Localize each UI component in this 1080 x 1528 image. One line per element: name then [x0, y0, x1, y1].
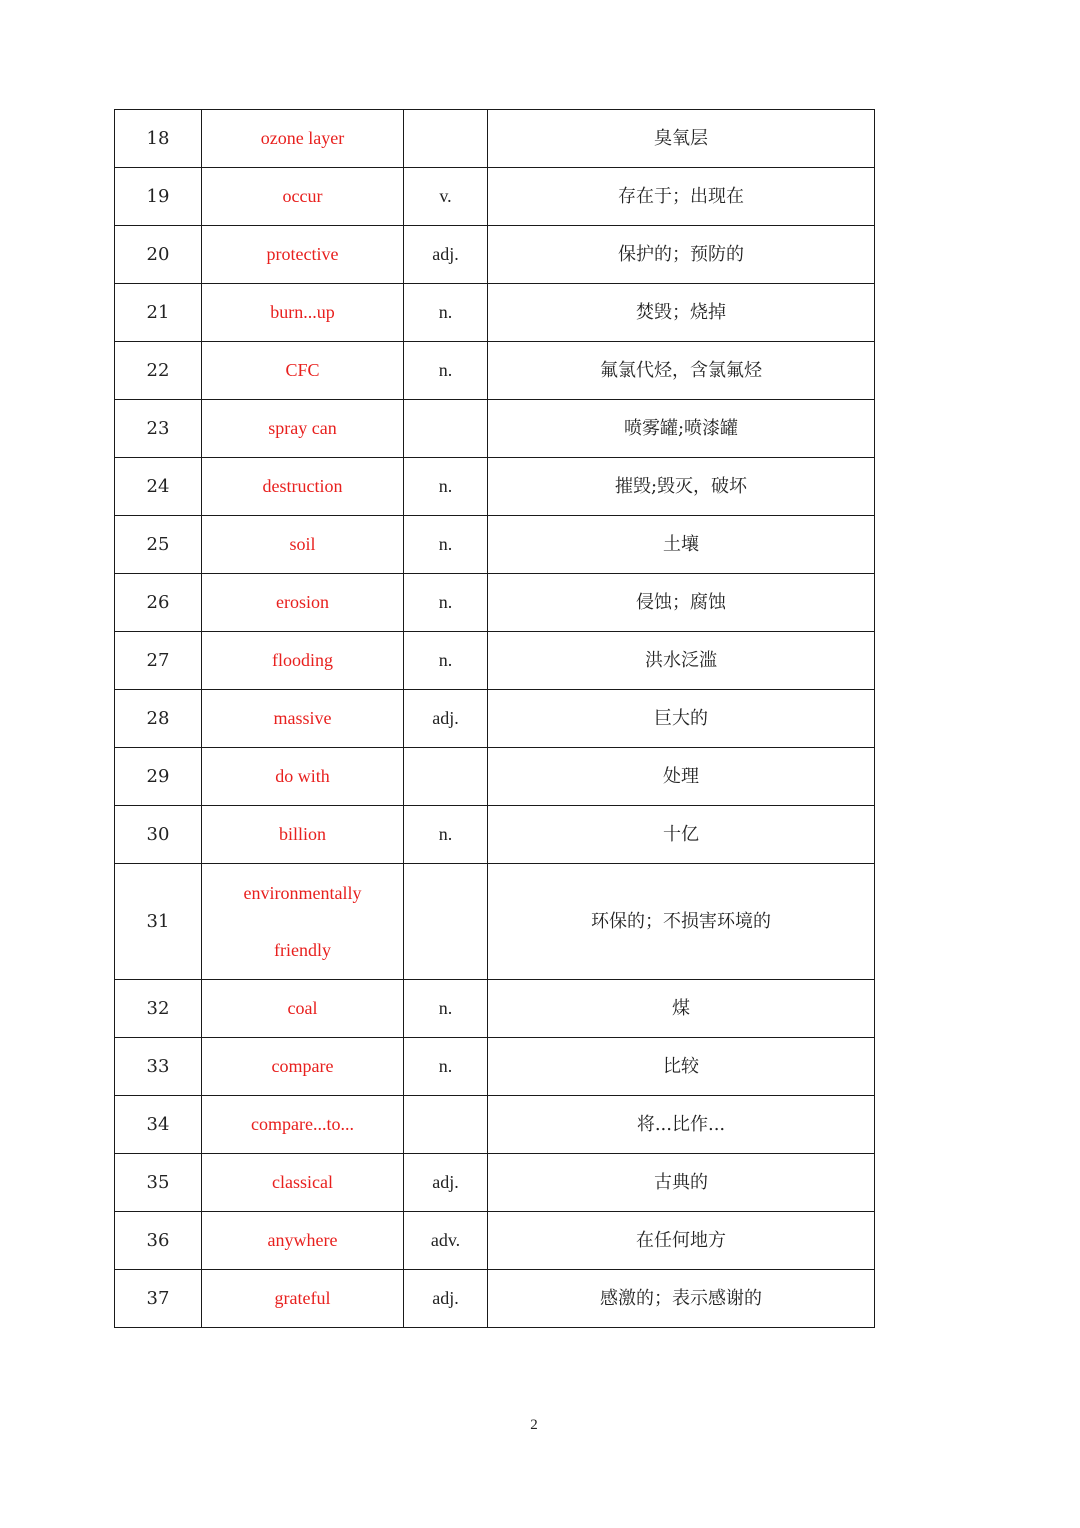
entry-part-of-speech — [404, 1096, 488, 1154]
table-row — [115, 226, 875, 284]
entry-meaning: 巨大的 — [488, 690, 875, 748]
entry-word: coal — [202, 980, 404, 1038]
table-row — [115, 980, 875, 1038]
entry-word: destruction — [202, 458, 404, 516]
entry-number: 23 — [115, 400, 202, 458]
table-row — [115, 1096, 875, 1154]
entry-meaning: 古典的 — [488, 1154, 875, 1212]
entry-meaning: 臭氧层 — [488, 110, 875, 168]
table-row — [115, 1038, 875, 1096]
entry-word: do with — [202, 748, 404, 806]
table-row — [115, 574, 875, 632]
entry-number: 33 — [115, 1038, 202, 1096]
entry-number: 37 — [115, 1270, 202, 1328]
entry-number: 19 — [115, 168, 202, 226]
entry-number: 24 — [115, 458, 202, 516]
table-row — [115, 400, 875, 458]
entry-meaning: 洪水泛滥 — [488, 632, 875, 690]
entry-part-of-speech — [404, 864, 488, 980]
entry-word: grateful — [202, 1270, 404, 1328]
entry-word: soil — [202, 516, 404, 574]
entry-word: CFC — [202, 342, 404, 400]
entry-word: erosion — [202, 574, 404, 632]
table-row — [115, 516, 875, 574]
table-row — [115, 632, 875, 690]
entry-word: burn...up — [202, 284, 404, 342]
entry-word: protective — [202, 226, 404, 284]
entry-word: classical — [202, 1154, 404, 1212]
entry-number: 34 — [115, 1096, 202, 1154]
entry-word: massive — [202, 690, 404, 748]
entry-word-line: friendly — [274, 939, 331, 960]
entry-number: 25 — [115, 516, 202, 574]
entry-meaning: 摧毁;毁灭，破坏 — [488, 458, 875, 516]
entry-meaning: 保护的；预防的 — [488, 226, 875, 284]
table-row — [115, 864, 875, 980]
entry-number: 30 — [115, 806, 202, 864]
entry-part-of-speech: n. — [404, 516, 488, 574]
entry-part-of-speech: n. — [404, 632, 488, 690]
entry-meaning: 在任何地方 — [488, 1212, 875, 1270]
entry-number: 21 — [115, 284, 202, 342]
entry-word: anywhere — [202, 1212, 404, 1270]
entry-word: billion — [202, 806, 404, 864]
entry-number: 29 — [115, 748, 202, 806]
entry-number: 35 — [115, 1154, 202, 1212]
entry-word — [202, 864, 404, 980]
entry-meaning: 焚毁；烧掉 — [488, 284, 875, 342]
entry-word: occur — [202, 168, 404, 226]
entry-number: 26 — [115, 574, 202, 632]
entry-word: compare — [202, 1038, 404, 1096]
table-row — [115, 806, 875, 864]
table-row — [115, 748, 875, 806]
entry-meaning: 将...比作... — [488, 1096, 875, 1154]
entry-part-of-speech: n. — [404, 458, 488, 516]
entry-part-of-speech: adj. — [404, 226, 488, 284]
entry-number: 27 — [115, 632, 202, 690]
entry-part-of-speech: n. — [404, 806, 488, 864]
entry-meaning: 土壤 — [488, 516, 875, 574]
entry-meaning: 氟氯代烃，含氯氟烃 — [488, 342, 875, 400]
table-row — [115, 342, 875, 400]
entry-meaning: 感激的；表示感谢的 — [488, 1270, 875, 1328]
entry-part-of-speech: n. — [404, 980, 488, 1038]
entry-word: ozone layer — [202, 110, 404, 168]
entry-part-of-speech: n. — [404, 284, 488, 342]
entry-number: 28 — [115, 690, 202, 748]
vocabulary-table — [114, 109, 875, 1328]
table-row — [115, 168, 875, 226]
entry-part-of-speech: v. — [404, 168, 488, 226]
page-number: 2 — [530, 1417, 538, 1433]
table-row — [115, 110, 875, 168]
entry-meaning: 十亿 — [488, 806, 875, 864]
table-row — [115, 458, 875, 516]
entry-part-of-speech: adj. — [404, 1270, 488, 1328]
entry-number: 22 — [115, 342, 202, 400]
entry-part-of-speech: adj. — [404, 1154, 488, 1212]
entry-meaning: 比较 — [488, 1038, 875, 1096]
entry-part-of-speech: n. — [404, 574, 488, 632]
entry-number: 18 — [115, 110, 202, 168]
entry-part-of-speech: n. — [404, 1038, 488, 1096]
table-row — [115, 284, 875, 342]
entry-meaning: 侵蚀；腐蚀 — [488, 574, 875, 632]
entry-meaning: 喷雾罐;喷漆罐 — [488, 400, 875, 458]
entry-number: 20 — [115, 226, 202, 284]
entry-word: spray can — [202, 400, 404, 458]
entry-word-line: environmentally — [243, 882, 362, 903]
table-row — [115, 1212, 875, 1270]
entry-word: flooding — [202, 632, 404, 690]
entry-part-of-speech: n. — [404, 342, 488, 400]
entry-number: 31 — [115, 864, 202, 980]
entry-meaning: 处理 — [488, 748, 875, 806]
table-row — [115, 1270, 875, 1328]
table-row — [115, 1154, 875, 1212]
entry-part-of-speech — [404, 748, 488, 806]
entry-part-of-speech — [404, 400, 488, 458]
entry-meaning: 存在于；出现在 — [488, 168, 875, 226]
entry-number: 36 — [115, 1212, 202, 1270]
table-row — [115, 690, 875, 748]
entry-part-of-speech: adj. — [404, 690, 488, 748]
entry-number: 32 — [115, 980, 202, 1038]
entry-part-of-speech: adv. — [404, 1212, 488, 1270]
entry-meaning: 环保的；不损害环境的 — [488, 864, 875, 980]
entry-meaning: 煤 — [488, 980, 875, 1038]
entry-word: compare...to... — [202, 1096, 404, 1154]
entry-part-of-speech — [404, 110, 488, 168]
